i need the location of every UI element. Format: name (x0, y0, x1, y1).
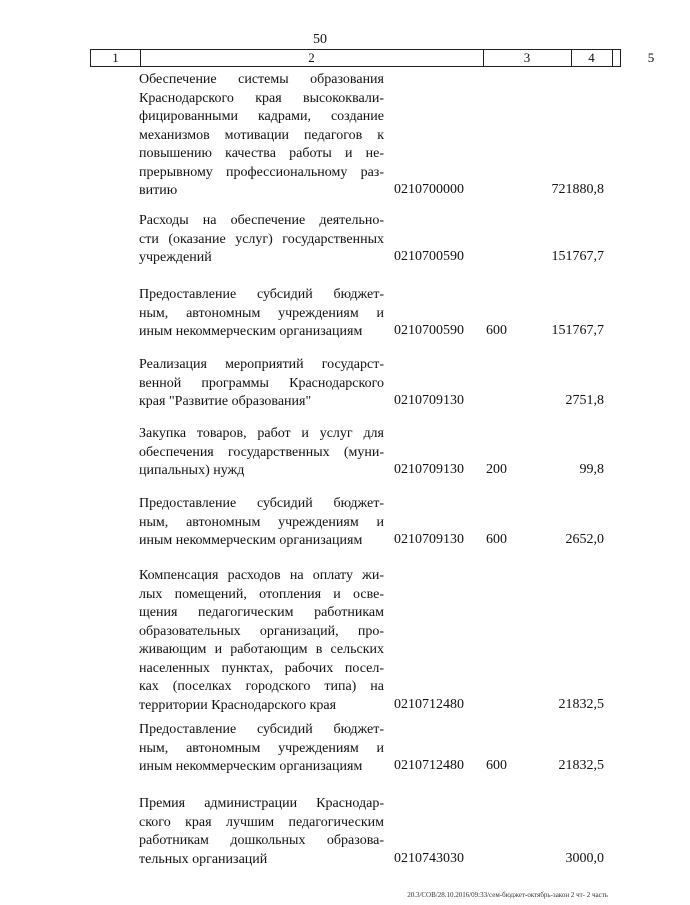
row-amount: 151767,7 (551, 323, 604, 338)
description-line: ципальных) нужд (139, 463, 245, 478)
header-col-1: 1 (91, 50, 141, 66)
document-footer: 20.3/СОВ/28.10.2016/09:33/сем-бюджет-октябрь-закон 2 чт- 2 часть (407, 891, 608, 899)
row-description (139, 795, 384, 869)
row-description (139, 495, 384, 551)
row-amount: 151767,7 (551, 249, 604, 264)
description-line: сти (оказание услуг) государственных (139, 231, 384, 247)
table-header (90, 49, 655, 67)
header-col-4: 4 (571, 50, 613, 66)
row-code: 0210743030 (394, 850, 464, 866)
description-line: лых помещений, отопления и осве- (139, 586, 384, 602)
row-code: 0210709130 (394, 462, 464, 477)
description-line: ках (поселках городского типа) на (139, 679, 384, 694)
description-line: щения педагогическим работникам (139, 605, 384, 620)
header-col-2: 2 (140, 50, 484, 66)
description-line: учреждений (139, 250, 212, 265)
description-line: механизмов мотивации педагогов к (139, 127, 384, 143)
description-line: Компенсация расходов на оплату жи- (139, 568, 384, 583)
description-line: фицированными кадрами, создание (139, 109, 384, 124)
description-line: территории Краснодарского края (139, 697, 337, 713)
row-code: 0210709130 (394, 532, 464, 547)
row-amount: 3000,0 (565, 850, 604, 866)
row-code: 0210712480 (394, 758, 464, 773)
description-line: Предоставление субсидий бюджет- (139, 287, 384, 302)
row-code: 0210709130 (394, 393, 464, 408)
row-description (139, 212, 384, 268)
description-line: ского края лучшим педагогическим (139, 814, 384, 830)
description-line: Краснодарского края высококвали- (139, 90, 384, 106)
row-code: 0210712480 (394, 696, 464, 712)
header-col-3: 3 (483, 50, 572, 66)
description-line: Расходы на обеспечение деятельно- (139, 213, 384, 228)
row-description (139, 356, 384, 412)
row-description (139, 286, 384, 342)
description-line: работникам дошкольных образова- (139, 833, 384, 848)
row-description (139, 721, 384, 777)
description-line: повышению качества работы и не- (139, 146, 384, 161)
description-line: иным некоммерческим организациям (139, 324, 363, 339)
description-line: ным, автономным учреждениям и (139, 305, 384, 321)
page-number: 50 (313, 32, 327, 47)
row-expense-type: 600 (486, 532, 507, 547)
row-description (139, 71, 384, 201)
row-amount: 2751,8 (565, 393, 604, 408)
description-line: тельных организаций (139, 851, 268, 867)
description-line: Предоставление субсидий бюджет- (139, 496, 384, 511)
description-line: ным, автономным учреждениям и (139, 740, 384, 756)
row-expense-type: 600 (486, 323, 507, 338)
row-code: 0210700000 (394, 182, 464, 197)
row-amount: 99,8 (579, 462, 604, 477)
row-amount: 2652,0 (565, 532, 604, 547)
description-line: иным некоммерческим организациям (139, 533, 363, 548)
description-line: иным некоммерческим организациям (139, 759, 363, 774)
row-expense-type: 200 (486, 462, 507, 477)
description-line: обеспечения государственных (муни- (139, 444, 384, 460)
row-code: 0210700590 (394, 323, 464, 338)
description-line: Премия администрации Краснодар- (139, 796, 384, 811)
description-line: Реализация мероприятий государст- (139, 357, 384, 372)
description-line: венной программы Краснодарского (139, 375, 384, 391)
description-line: ным, автономным учреждениям и (139, 514, 384, 530)
description-line: витию (139, 183, 178, 198)
row-expense-type: 600 (486, 758, 507, 773)
header-col-5: 5 (647, 50, 655, 65)
row-amount: 721880,8 (551, 182, 604, 197)
row-description (139, 567, 384, 715)
row-code: 0210700590 (394, 249, 464, 264)
description-line: живающим и работающим в сельских (139, 642, 384, 657)
row-description (139, 425, 384, 481)
description-line: Обеспечение системы образования (139, 72, 384, 87)
row-amount: 21832,5 (558, 696, 604, 712)
description-line: населенных пунктах, рабочих посел- (139, 660, 384, 676)
description-line: края "Развитие образования" (139, 394, 312, 409)
row-amount: 21832,5 (558, 758, 604, 773)
description-line: образовательных организаций, про- (139, 623, 384, 639)
description-line: Закупка товаров, работ и услуг для (139, 426, 384, 441)
description-line: Предоставление субсидий бюджет- (139, 722, 384, 737)
description-line: прерывному профессиональному раз- (139, 164, 384, 180)
